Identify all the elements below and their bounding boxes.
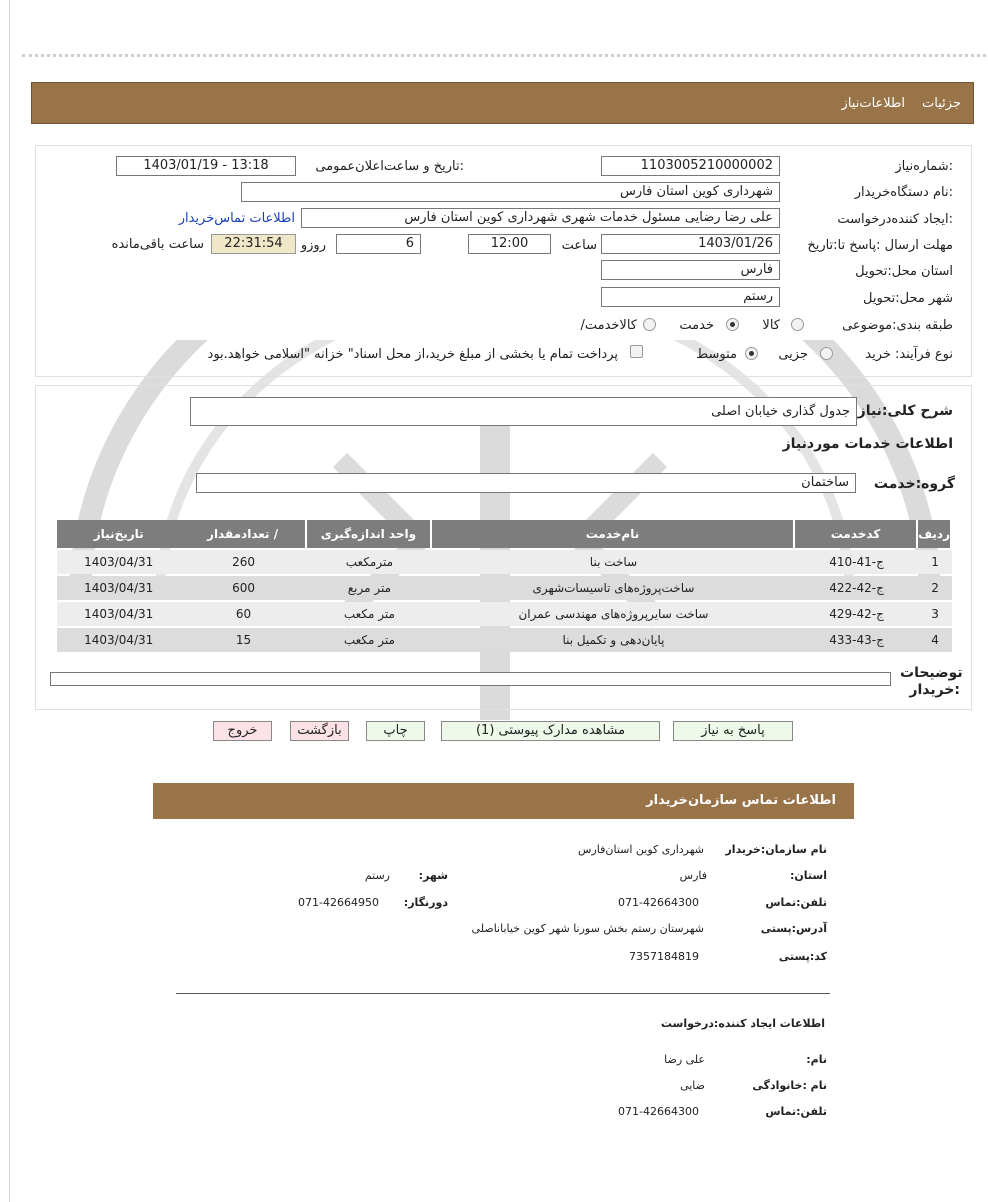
row-number-cell: 2 xyxy=(918,576,952,600)
top-dotted-divider xyxy=(22,54,986,57)
col-quantity: / تعدادمقدار xyxy=(180,520,306,548)
city-value-org: رستم xyxy=(364,869,390,882)
fax-label-org: :دورنگار xyxy=(403,896,448,909)
service-code-cell: ج-42-422 xyxy=(795,576,918,600)
unit-cell: مترمکعب xyxy=(307,550,432,574)
creator-first-name-value: علی رضا xyxy=(664,1053,705,1066)
quantity-cell: 60 xyxy=(180,602,306,626)
need-date-cell: 1403/04/31 xyxy=(57,628,180,652)
org-contact-title: اطلاعات تماس سازمان‌خریدار xyxy=(646,793,836,808)
col-need-date: تاریخ‌نیاز xyxy=(57,520,180,548)
reply-button[interactable]: پاسخ به نیاز xyxy=(673,721,793,741)
city-field[interactable]: رستم xyxy=(601,287,780,307)
quantity-cell: 260 xyxy=(180,550,306,574)
remaining-label: ساعت باقی‌مانده xyxy=(111,237,204,252)
province-label: استان محل:تحویل xyxy=(855,264,953,279)
need-date-cell: 1403/04/31 xyxy=(57,602,180,626)
summary-label: شرح کلی:نیاز xyxy=(857,403,953,419)
time-label: ساعت xyxy=(561,238,597,253)
category-radio-service[interactable] xyxy=(726,318,739,331)
service-name-cell: ساخت‌پروژه‌های تاسیسات‌شهری xyxy=(432,576,795,600)
category-option-goods: کالا xyxy=(762,318,780,333)
address-value-org: شهرستان رستم بخش سورنا شهر کوین خیاباناصلی xyxy=(471,922,704,935)
days-field[interactable]: 6 xyxy=(336,234,421,254)
process-option-minor: جزیی xyxy=(778,347,808,362)
requester-label: ایجاد کننده‌درخواست: xyxy=(837,212,953,227)
back-button[interactable]: بازگشت xyxy=(290,721,349,741)
service-name-cell: ساخت بنا xyxy=(432,550,795,574)
days-label: روزو xyxy=(300,238,326,253)
city-label: شهر محل:تحویل xyxy=(863,291,953,306)
process-label: نوع فرآیند: خرید xyxy=(865,347,953,362)
group-field[interactable]: ساختمان xyxy=(196,473,856,493)
col-service-name: نام‌خدمت xyxy=(432,520,795,548)
table-row[interactable] xyxy=(57,576,952,600)
deadline-time-field[interactable]: 12:00 xyxy=(468,234,551,254)
print-button[interactable]: چاپ xyxy=(366,721,425,741)
process-option-medium: متوسط xyxy=(696,347,737,362)
postal-label-org: کد:پستی xyxy=(778,950,827,963)
unit-cell: متر مربع xyxy=(307,576,432,600)
quantity-cell: 600 xyxy=(180,576,306,600)
group-label: گروه:خدمت xyxy=(873,476,955,492)
phone-label-org: تلفن:تماس xyxy=(765,896,827,909)
category-label: طبقه بندی:موضوعی xyxy=(842,318,953,333)
service-code-cell: ج-41-410 xyxy=(795,550,918,574)
header-details-link[interactable]: جزئیات xyxy=(922,96,961,111)
row-number-cell: 4 xyxy=(918,628,952,652)
service-code-cell: ج-42-429 xyxy=(795,602,918,626)
services-table xyxy=(57,518,952,654)
org-contact-header xyxy=(153,783,854,819)
table-row[interactable] xyxy=(57,602,952,626)
fax-value-org: 071-42664950 xyxy=(298,896,379,909)
need-number-label: شماره‌نیاز: xyxy=(895,159,953,174)
announce-field[interactable]: 1403/01/19 - 13:18 xyxy=(116,156,296,176)
category-radio-both[interactable] xyxy=(643,318,656,331)
row-number-cell: 1 xyxy=(918,550,952,574)
org-name-value: شهرداری کوین استان‌فارس xyxy=(578,843,704,856)
payment-note: پرداخت تمام یا بخشی از مبلغ خرید،از محل اسناد" خزانه "اسلامی خواهد.بود xyxy=(207,347,618,362)
col-unit: واحد اندازه‌گیری xyxy=(307,520,432,548)
buyer-contact-link[interactable]: اطلاعات تماس‌خریدار xyxy=(178,211,295,226)
province-field[interactable]: فارس xyxy=(601,260,780,280)
quantity-cell: 15 xyxy=(180,628,306,652)
creator-last-name-label: نام :خانوادگی xyxy=(752,1079,827,1092)
postal-value-org: 7357184819 xyxy=(629,950,699,963)
deadline-label: مهلت ارسال :پاسخ تا:تاریخ xyxy=(807,238,953,253)
payment-checkbox[interactable] xyxy=(630,345,643,358)
header-title: اطلاعات‌نیاز xyxy=(841,96,905,111)
service-code-cell: ج-43-433 xyxy=(795,628,918,652)
col-service-code: کدخدمت xyxy=(795,520,918,548)
address-label-org: آدرس:پستی xyxy=(760,922,827,935)
countdown-timer: 22:31:54 xyxy=(211,234,296,254)
creator-last-name-value: ضایی xyxy=(680,1079,705,1092)
service-name-cell: ساخت سایرپروژه‌های مهندسی عمران xyxy=(432,602,795,626)
deadline-date-field[interactable]: 1403/01/26 xyxy=(601,234,780,254)
creator-first-name-label: :نام xyxy=(806,1053,827,1066)
section-divider xyxy=(176,993,830,994)
creator-title: اطلاعات ایجاد کننده:درخواست xyxy=(660,1017,825,1030)
page-header xyxy=(31,82,974,124)
table-row[interactable] xyxy=(57,550,952,574)
need-date-cell: 1403/04/31 xyxy=(57,550,180,574)
province-value-org: فارس xyxy=(679,869,707,882)
info-panel xyxy=(35,145,972,377)
category-option-service: خدمت xyxy=(679,318,714,333)
exit-button[interactable]: خروج xyxy=(213,721,272,741)
summary-field[interactable]: جدول گذاری خیابان اصلی xyxy=(190,397,857,426)
buyer-label: نام دستگاه‌خریدار: xyxy=(854,185,953,200)
city-label-org: :شهر xyxy=(418,869,448,882)
col-row-number: ردیف xyxy=(918,520,952,548)
category-option-both: /کالاخدمت xyxy=(580,318,637,333)
buyer-notes-label: توضیحات :خریدار xyxy=(900,665,963,698)
category-radio-goods[interactable] xyxy=(791,318,804,331)
services-title: اطلاعات خدمات موردنیاز xyxy=(782,436,953,452)
org-name-label: نام سازمان:خریدار xyxy=(725,843,827,856)
phone-value-org: 071-42664300 xyxy=(618,896,699,909)
requester-field[interactable]: علی رضا رضایی مسئول خدمات شهری شهرداری کوین استان فارس xyxy=(301,208,780,228)
need-date-cell: 1403/04/31 xyxy=(57,576,180,600)
creator-phone-label: تلفن:تماس xyxy=(765,1105,827,1118)
buyer-notes-field[interactable] xyxy=(50,672,891,686)
province-label-org: :استان xyxy=(789,869,827,882)
left-border xyxy=(9,0,10,1202)
service-name-cell: پایان‌دهی و تکمیل بنا xyxy=(432,628,795,652)
buyer-field[interactable]: شهرداری کوین استان فارس xyxy=(241,182,780,202)
process-radio-medium[interactable] xyxy=(745,347,758,360)
unit-cell: متر مکعب xyxy=(307,602,432,626)
need-number-field[interactable]: 1103005210000002 xyxy=(601,156,780,176)
creator-phone-value: 071-42664300 xyxy=(618,1105,699,1118)
unit-cell: متر مکعب xyxy=(307,628,432,652)
process-radio-minor[interactable] xyxy=(820,347,833,360)
attachments-button[interactable]: مشاهده مدارک پیوستی (1) xyxy=(441,721,660,741)
announce-label: تاریخ و ساعت‌اعلان‌عمومی: xyxy=(315,159,464,174)
table-row[interactable] xyxy=(57,628,952,652)
row-number-cell: 3 xyxy=(918,602,952,626)
table-header-row xyxy=(57,520,952,548)
